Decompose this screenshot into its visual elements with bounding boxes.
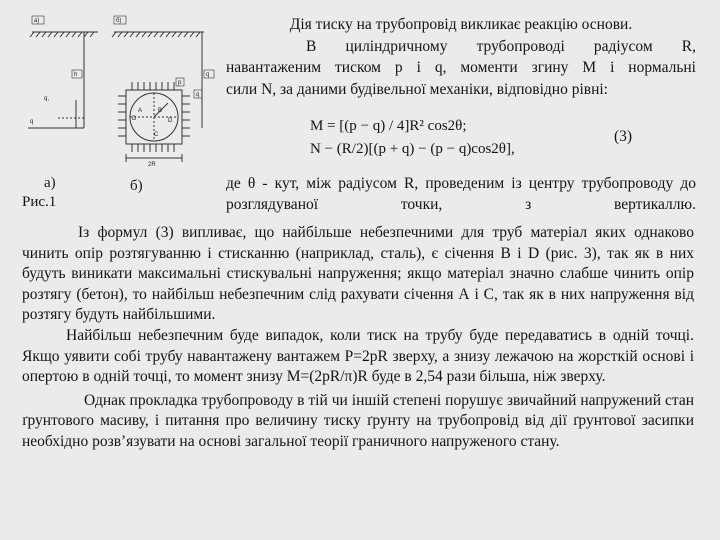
mark-2r: 2R (148, 162, 156, 168)
paragraph: Із формул (3) випливає, що найбільше небезпечними для труб матеріал яких однаково чинить опір розтягуванню і стисканню (наприклад, сталь), є січення В і D (рис. 3), так як в них будуть виникати максимальні стискувальні напруження; якщо матеріал значно слабше чинить опір розтягу (бетон), то найбільш небезпечним слід рахувати січення А і С, так як в них напруження від розтягу будуть найбільшими. (22, 224, 694, 324)
paragraph: Найбільш небезпечним буде випадок, коли тиск на трубу буде передаватись в одній точці. Якщо уявити собі трубу навантажену вантажем P=2pR зверху, а знизу лежачою на жорсткій основі і опертою в одній точці, то момент знизу M=(2pR/π)R буде в 2,54 рази більша, ніж зверху. (22, 326, 694, 386)
intro-line: сили N, за даними будівельної механіки, відповідно рівні: (226, 80, 608, 98)
mark-D-left: D (132, 116, 137, 122)
equation-number: (3) (614, 128, 633, 145)
mark-q: q (196, 92, 200, 98)
mark-p: p (178, 80, 182, 86)
mark-q-right: q (206, 72, 210, 78)
mark-g2: q, (44, 96, 50, 102)
where-text: де θ - кут, між радіусом R, проведеним із центру трубопроводу до розглядуваної точки, з вертикаллю. (226, 175, 696, 213)
panel-b-label: б) (130, 178, 143, 194)
panel-a-label: а) (44, 175, 56, 191)
mark-h: h (74, 72, 78, 78)
mark-g1: q (30, 119, 34, 125)
mark-C: C (154, 132, 159, 138)
formula-block (306, 112, 556, 160)
intro-line: Дія тиску на трубопровід викликає реакцію основи. (289, 16, 633, 33)
mark-top-a: а) (34, 18, 40, 24)
mark-B: B (158, 108, 163, 114)
mark-A: A (138, 108, 143, 114)
mark-D: D (168, 118, 173, 124)
figure-caption: Рис.1 (22, 194, 57, 210)
hatching-b (112, 32, 200, 37)
intro-line: В циліндричному трубопроводі радіусом R, (306, 37, 696, 55)
mark-top-b: б) (116, 18, 122, 24)
formula-line-2: N − (R/2)[(p + q) − (p − q)cos2θ], (310, 141, 515, 157)
body-text (22, 223, 694, 453)
paragraph: Однак прокладка трубопроводу в тій чи іншій степені порушує звичайний напружений стан ґрунтового масиву, і питання про величину тиску ґрунту на трубопровід від дії ґрунтової засипки необхідно розв’язувати на основі загальної теорії граничного напруженого стану. (22, 391, 694, 450)
formula-line-1: M = [(p − q) / 4]R² cos2θ; (310, 118, 467, 134)
intro-line: навантаженим тиском р і q, моменти згину М і нормальні (226, 59, 696, 76)
intro-text (226, 14, 696, 100)
